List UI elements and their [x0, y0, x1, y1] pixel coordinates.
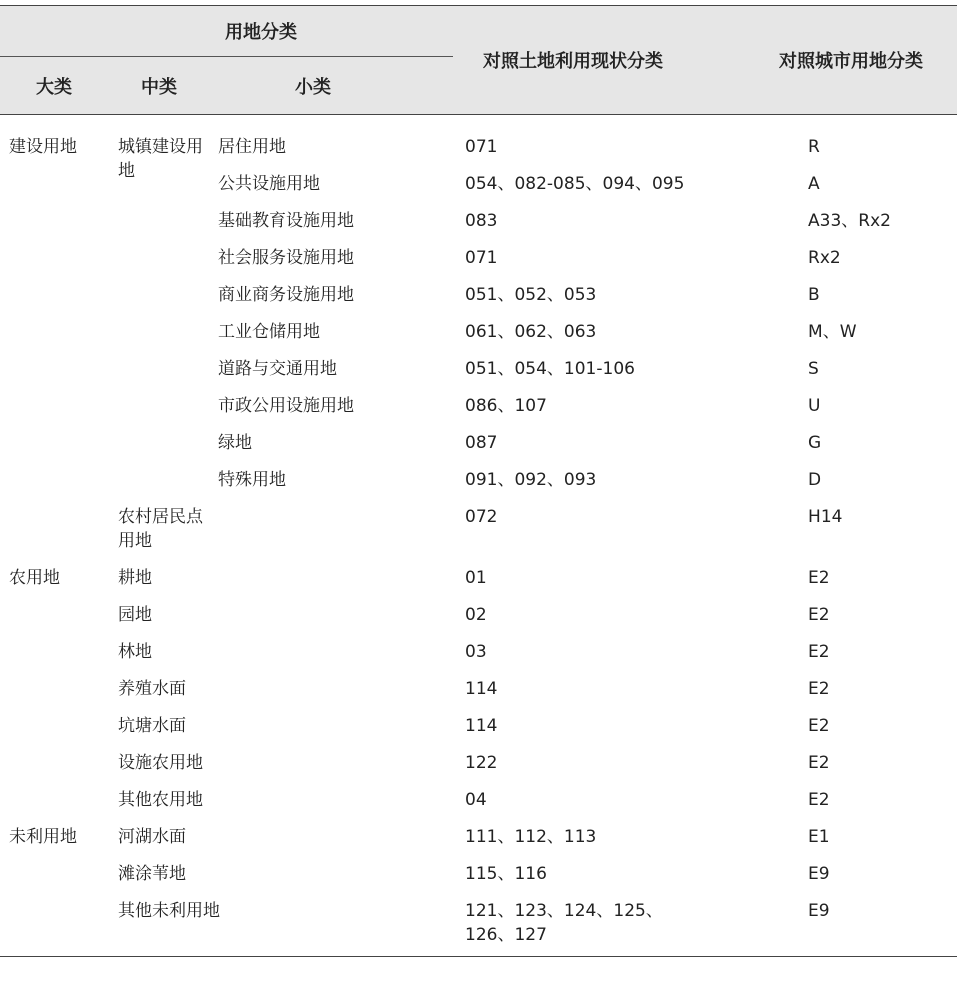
medium-class-cell: 园地 [118, 605, 152, 625]
table-row [0, 633, 957, 670]
current-code-cell: 121、123、124、125、126、127 [453, 892, 746, 957]
urban-code-cell: Rx2 [808, 248, 841, 268]
urban-code-cell: B [808, 285, 820, 305]
current-code-cell: 122 [465, 753, 498, 773]
table-row [0, 115, 957, 166]
major-class-cell: 未利用地 [0, 818, 108, 957]
land-use-classification-table [0, 5, 957, 957]
current-code-cell: 061、062、063 [465, 322, 597, 342]
current-code-cell: 091、092、093 [465, 470, 597, 490]
medium-class-cell: 耕地 [118, 568, 152, 588]
current-code-cell: 114 [465, 716, 498, 736]
current-code-cell: 111、112、113 [465, 827, 597, 847]
table-row [0, 596, 957, 633]
table-row [0, 855, 957, 892]
minor-class-cell: 市政公用设施用地 [218, 396, 354, 416]
current-code-cell: 072 [465, 507, 498, 527]
medium-class-cell: 林地 [118, 642, 152, 662]
minor-class-cell: 公共设施用地 [218, 174, 320, 194]
minor-class-cell: 商业商务设施用地 [218, 285, 354, 305]
table-row [0, 670, 957, 707]
medium-class-cell: 滩涂苇地 [118, 864, 186, 884]
major-class-cell: 农用地 [9, 568, 60, 588]
urban-code-cell: M、W [808, 322, 857, 342]
urban-code-cell: H14 [808, 507, 843, 527]
urban-code-cell: E9 [746, 892, 957, 957]
table-row [0, 498, 957, 559]
current-code-cell: 086、107 [465, 396, 547, 416]
urban-code-cell: D [808, 470, 822, 490]
medium-class-cell: 其他未利用地 [108, 892, 453, 957]
header-current-land-use: 对照土地利用现状分类 [453, 6, 746, 115]
minor-class-cell: 居住用地 [218, 137, 286, 157]
urban-code-cell: E9 [808, 864, 830, 884]
minor-class-cell: 基础教育设施用地 [218, 211, 354, 231]
header-medium-class: 中类 [108, 57, 210, 115]
header-major-class: 大类 [0, 57, 108, 115]
table-row [0, 707, 957, 744]
current-code-cell: 03 [465, 642, 487, 662]
current-code-cell: 071 [465, 137, 498, 157]
medium-class-cell: 城镇建设用地 [118, 137, 203, 181]
header-urban-land-use: 对照城市用地分类 [746, 6, 957, 115]
current-code-cell: 04 [465, 790, 487, 810]
urban-code-cell: R [808, 137, 820, 157]
current-code-cell: 071 [465, 248, 498, 268]
urban-code-cell: E2 [808, 679, 830, 699]
header-minor-class: 小类 [210, 57, 453, 115]
urban-code-cell: S [808, 359, 819, 379]
current-code-cell: 115、116 [465, 864, 547, 884]
urban-code-cell: E2 [808, 605, 830, 625]
medium-class-cell: 设施农用地 [118, 753, 203, 773]
current-code-cell: 051、052、053 [465, 285, 597, 305]
urban-code-cell: E2 [808, 790, 830, 810]
minor-class-cell: 特殊用地 [218, 470, 286, 490]
header-land-use-classification: 用地分类 [0, 6, 453, 57]
current-code-cell: 01 [465, 568, 487, 588]
minor-class-cell: 绿地 [218, 433, 252, 453]
table-row [0, 781, 957, 818]
medium-class-cell: 坑塘水面 [118, 716, 186, 736]
urban-code-cell: G [808, 433, 822, 453]
table-row [0, 559, 957, 596]
urban-code-cell: E2 [808, 716, 830, 736]
medium-class-cell: 其他农用地 [118, 790, 203, 810]
medium-class-cell: 农村居民点用地 [118, 507, 203, 551]
medium-class-cell: 养殖水面 [118, 679, 186, 699]
urban-code-cell: E2 [808, 568, 830, 588]
urban-code-cell: E2 [808, 642, 830, 662]
urban-code-cell: U [808, 396, 821, 416]
urban-code-cell: E1 [808, 827, 830, 847]
urban-code-cell: A [808, 174, 820, 194]
major-class-cell: 建设用地 [9, 137, 77, 157]
medium-class-cell: 河湖水面 [118, 827, 186, 847]
current-code-cell: 054、082-085、094、095 [465, 174, 685, 194]
urban-code-cell: A33、Rx2 [808, 211, 891, 231]
current-code-cell: 087 [465, 433, 498, 453]
minor-class-cell [210, 498, 453, 559]
minor-class-cell: 工业仓储用地 [218, 322, 320, 342]
minor-class-cell: 道路与交通用地 [218, 359, 337, 379]
table-row [0, 892, 957, 957]
table-row [0, 818, 957, 855]
urban-code-cell: E2 [808, 753, 830, 773]
current-code-cell: 083 [465, 211, 498, 231]
current-code-cell: 02 [465, 605, 487, 625]
current-code-cell: 114 [465, 679, 498, 699]
current-code-cell: 051、054、101-106 [465, 359, 635, 379]
table-row [0, 744, 957, 781]
minor-class-cell: 社会服务设施用地 [218, 248, 354, 268]
